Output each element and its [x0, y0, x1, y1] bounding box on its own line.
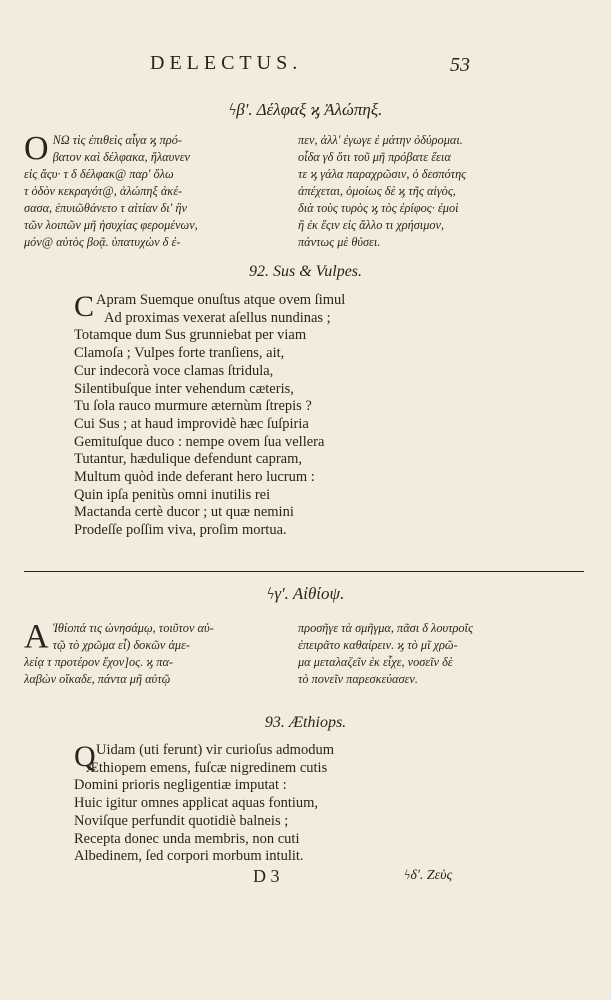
- greek-line: ἀπέχεται, ὁμοίως δὲ ϗ τῆς αἰγὸς,: [298, 184, 456, 198]
- latin-verse-2: [74, 742, 504, 866]
- greek-line: ΝΩ τὶς ἐπιθεὶς αἶγα ϗ πρό-: [52, 133, 182, 147]
- greek-line: σασα, ἐπυιῶθάνετο τ αἰτίαν δι' ἣν: [24, 201, 187, 215]
- verse-line: Huic igitur omnes applicat aquas fontium,: [74, 795, 319, 812]
- greek-right-column-1: [298, 132, 590, 251]
- verse-line: Recepta donec unda membris, non cuti: [74, 830, 300, 847]
- greek-line: τ ὁδὸν κεκραγότ@, ἀλώπηξ ἀκέ-: [24, 184, 183, 198]
- greek-fable-heading-1: ϟβʹ. Δέλφαξ ϗ Ἀλώπηξ.: [228, 100, 383, 119]
- greek-line: οἶδα γδ ὅτι τοῦ μῆ πρόβατε ἕεια: [298, 150, 451, 164]
- greek-line: μα μεταλαζεῖν ἐκ εἶχε, νοσεῖν δὲ: [298, 655, 453, 669]
- greek-line: τε ϗ γάλα παραχρῶσιν, ὁ δεσπότης: [298, 167, 467, 181]
- greek-line: τὸ πονεῖν παρεσκεύασεν.: [298, 672, 418, 686]
- greek-fable-heading-2: ϟγʹ. Αἰθίοψ.: [266, 584, 345, 603]
- greek-line: ἐπειρᾶτο καθαίρειν. ϗ τὸ μῖ χρῶ-: [298, 638, 458, 652]
- verse-line: Quin ipſa penitùs omni inutilis rei: [74, 486, 271, 503]
- running-title: DELECTUS.: [150, 52, 303, 74]
- verse-line: Multum quòd inde deferant hero lucrum :: [74, 469, 315, 486]
- latin-verse-1: [74, 292, 504, 540]
- page-number: 53: [450, 54, 470, 76]
- greek-line: βατον καὶ δέλφακα, ἤλαυνεν: [52, 150, 191, 164]
- greek-line: Ἰθίοπά τις ὠνησάμῳ, τοιῦτον αὐ-: [52, 621, 214, 635]
- verse-line: Totamque dum Sus grunniebat per viam: [74, 327, 307, 344]
- catchword: ϟδʹ. Ζεὺς: [404, 868, 453, 883]
- verse-line: Cui Sus ; at haud improvidè hæc ſuſpiria: [74, 415, 309, 432]
- greek-line: τῶν λοιπῶν μῆ ἡσυχίας φερομένων,: [24, 218, 198, 232]
- verse-line: Gemituſque duco : nempe ovem ſua vellera: [74, 433, 325, 450]
- verse-line: Uidam (uti ferunt) vir curioſus admodum: [96, 742, 334, 758]
- greek-line: λαβὼν οἴκαδε, πάντα μῆ αὐτῷ: [24, 672, 171, 686]
- verse-line: Tutantur, hædulique defendunt capram,: [74, 451, 303, 468]
- latin-dropcap-1: C: [74, 290, 95, 323]
- verse-line: Ad proximas vexerat aſellus nundinas ;: [104, 309, 331, 326]
- latin-fable-heading-2: 93. Æthiops.: [264, 714, 347, 731]
- verse-line: Albedinem, ſed corpori morbum intulit.: [74, 848, 304, 865]
- greek-line: λείᾳ τ προτέρον ἔχον]ος. ϗ πα-: [24, 655, 174, 669]
- verse-line: Silentibuſque inter vehendum cæteris,: [74, 380, 294, 397]
- latin-fable-heading-1: 92. Sus & Vulpes.: [248, 263, 363, 280]
- greek-dropcap-1: Ο: [24, 130, 49, 167]
- greek-right-column-2: [298, 620, 590, 688]
- verse-line: Mactanda certè ducor ; ut quæ nemini: [74, 504, 294, 521]
- verse-line: Cur indecorà voce clamas ſtridula,: [74, 362, 274, 379]
- verse-line: Domini prioris negligentiæ imputat :: [74, 777, 287, 794]
- greek-line: εἰς ἄςυ· τ δ δέλφακ@ παρ' ὅλω: [24, 167, 174, 181]
- greek-left-column-1: [24, 132, 274, 251]
- greek-line: τῷ τὸ χρῶμα εἶ) δοκῶν ἀμε-: [52, 638, 191, 652]
- verse-line: Clamoſa ; Vulpes forte tranſiens, ait,: [74, 345, 285, 362]
- greek-line: πάντως μὲ θύσει.: [298, 235, 381, 249]
- greek-line: διὰ τοὺς τυρὸς ϗ τὸς ἐρίφος· ἐμοὶ: [298, 201, 459, 215]
- running-head: [0, 52, 611, 82]
- greek-line: μόν@ αὐτὸς βοᾷ. ὑπατυχὼν δ ἐ-: [24, 235, 181, 249]
- section-divider: [24, 571, 584, 572]
- greek-line: προσῆγε τὰ σμῆγμα, πᾶσι δ λουτροῖς: [298, 621, 473, 635]
- verse-line: Æthiopem emens, fuſcæ nigredinem cutis: [86, 759, 328, 776]
- verse-line: Tu ſola rauco murmure æternùm ſtrepis ?: [74, 398, 312, 415]
- latin-dropcap-2: Q: [74, 740, 96, 773]
- greek-line: πεν, ἀλλ' ἐγωγε ἐ μάτην ὀδύρομαι.: [298, 133, 463, 147]
- greek-line: ἢ ἐκ ἔςιν εἰς ἄλλο τι χρήσιμον,: [298, 218, 445, 232]
- verse-line: Apram Suemque onuſtus atque ovem ſimul: [96, 292, 346, 308]
- signature-mark: D 3: [253, 866, 280, 886]
- greek-dropcap-2: Α: [24, 618, 49, 655]
- verse-line: Noviſque perfundit quotidiè balneis ;: [74, 812, 289, 829]
- verse-line: Prodeſſe poſſim viva, proſim mortua.: [74, 522, 287, 539]
- greek-left-column-2: [24, 620, 274, 688]
